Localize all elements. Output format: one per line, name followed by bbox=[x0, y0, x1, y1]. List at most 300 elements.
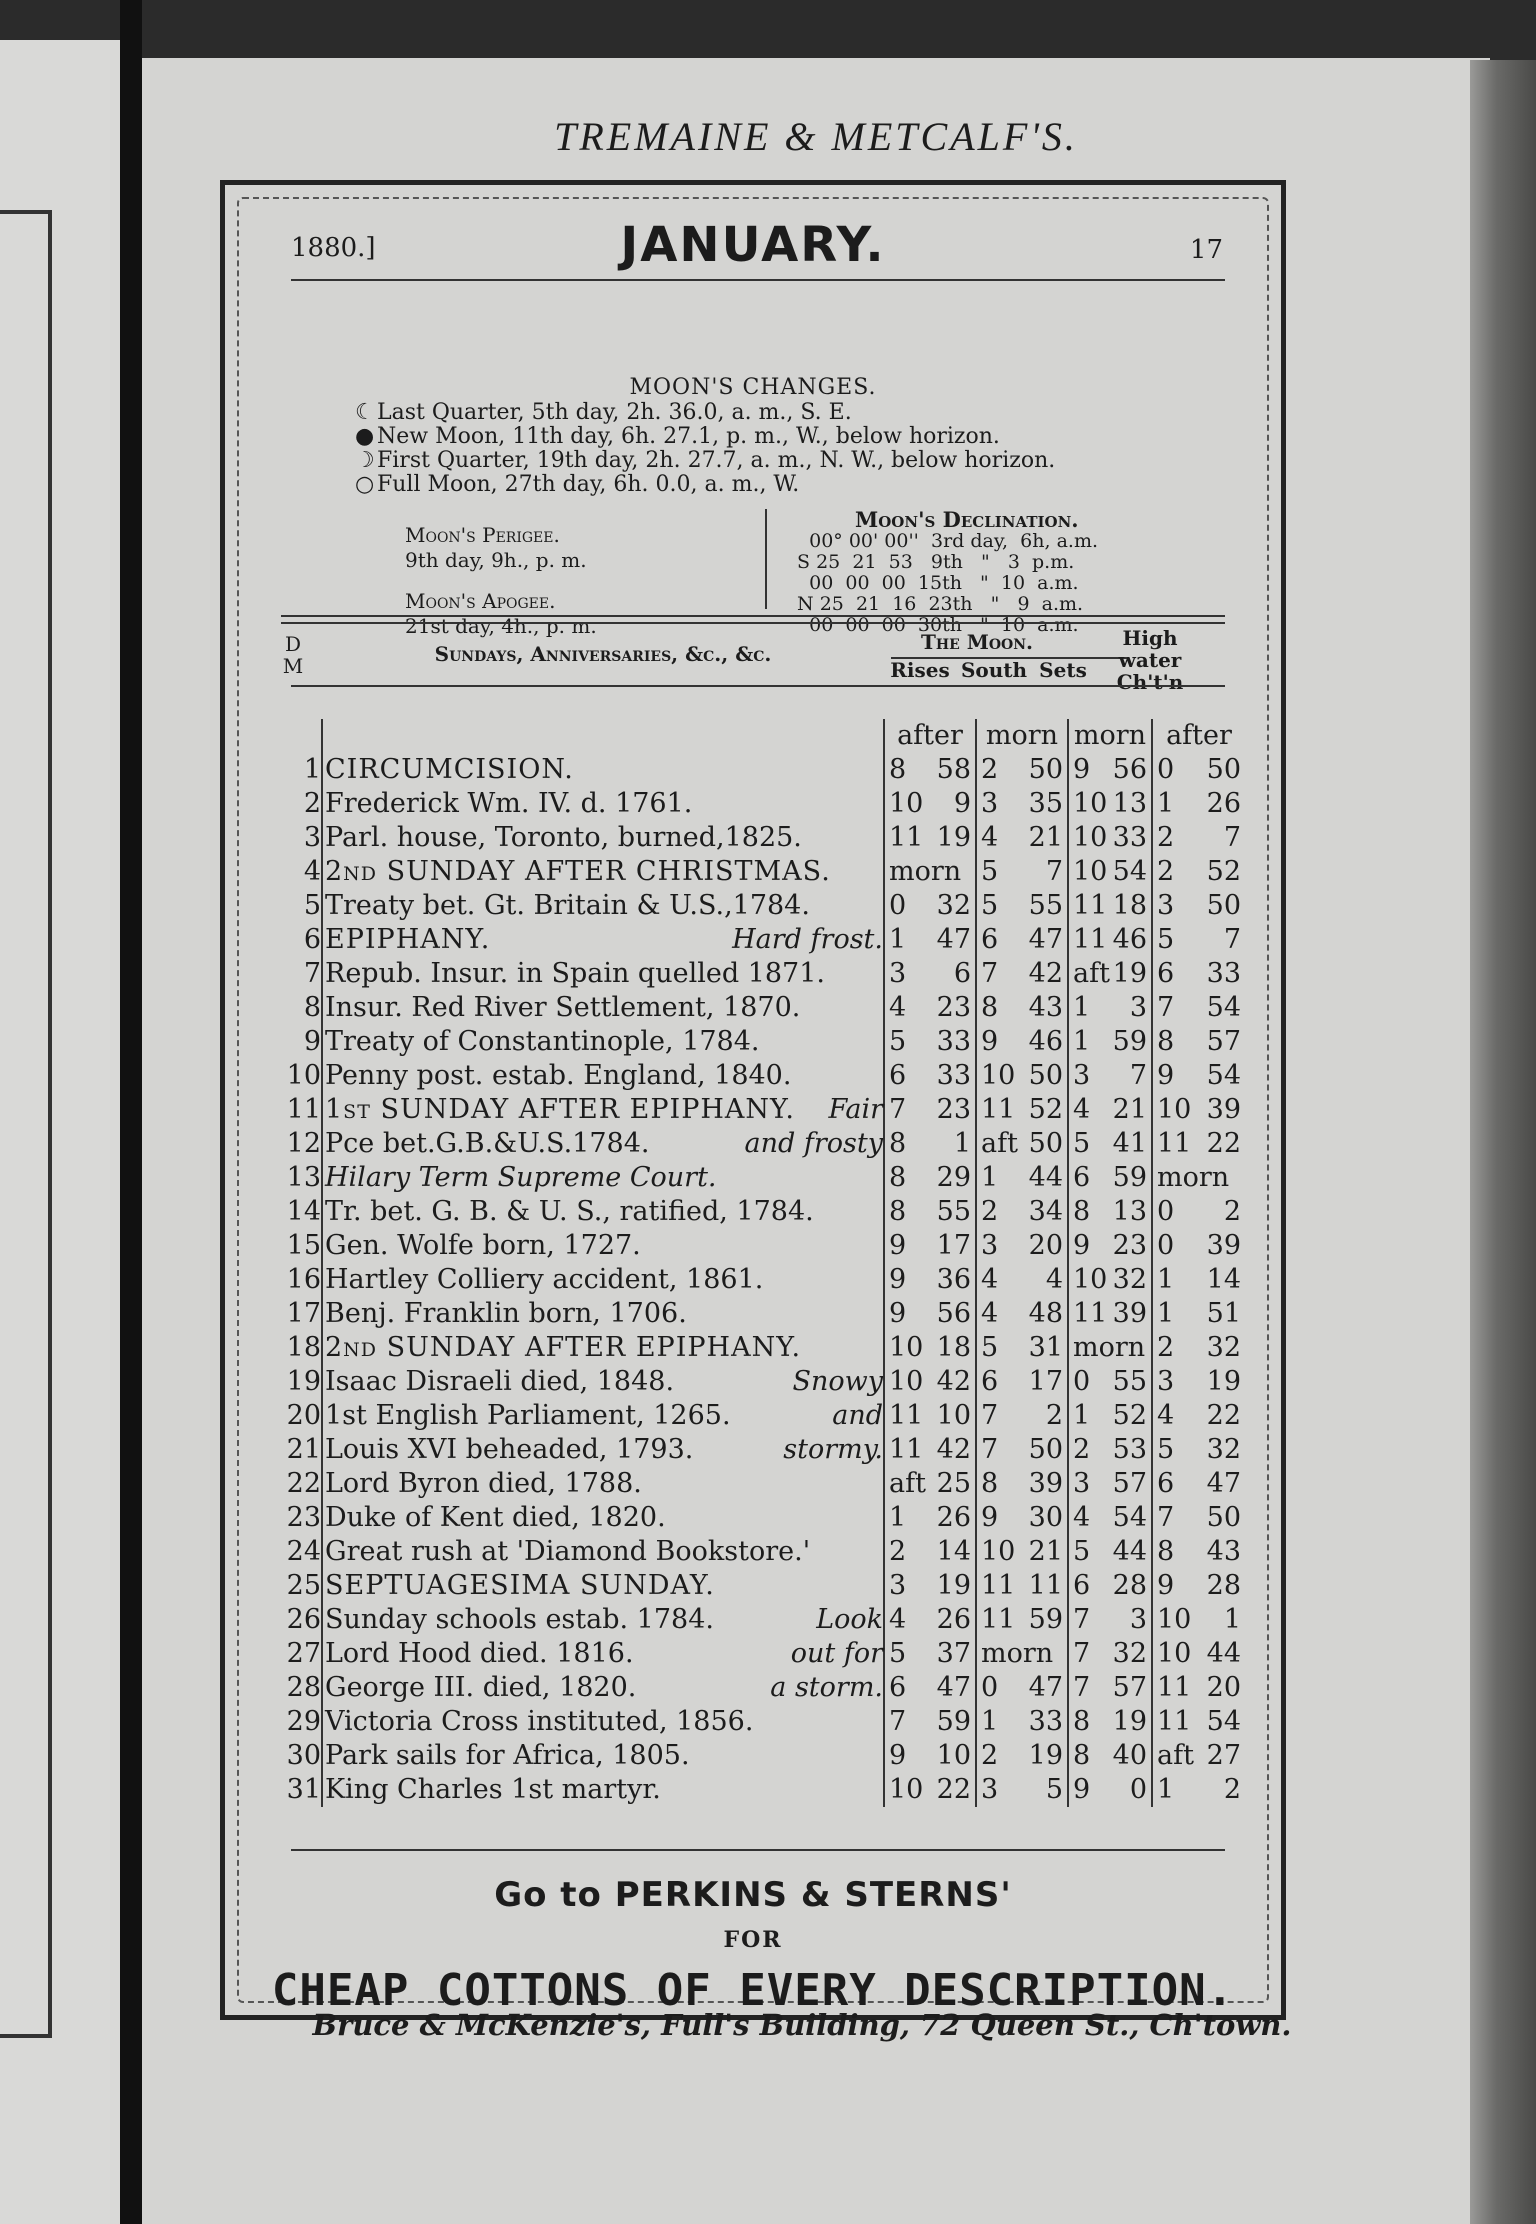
moon-rises-minute: 14 bbox=[936, 1536, 971, 1567]
moon-south-minute: 50 bbox=[1028, 1060, 1063, 1091]
moon-sets-hour: 7 bbox=[1073, 1604, 1091, 1635]
moon-sets bbox=[1068, 1161, 1152, 1195]
table-row bbox=[265, 1603, 1245, 1637]
event-cell bbox=[322, 1705, 884, 1739]
moon-rises bbox=[884, 753, 976, 787]
high-water bbox=[1152, 1297, 1245, 1331]
moon-sets-minute: 59 bbox=[1112, 1162, 1147, 1193]
moon-rises bbox=[884, 1059, 976, 1093]
running-head: TREMAINE & METCALF'S. bbox=[554, 114, 1078, 159]
col-south: South bbox=[960, 658, 1028, 682]
day-number: 14 bbox=[286, 1196, 321, 1227]
moon-sets-minute: 7 bbox=[1129, 1060, 1147, 1091]
moon-sets bbox=[1068, 1535, 1152, 1569]
day-number: 30 bbox=[286, 1740, 321, 1771]
moon-rises bbox=[884, 957, 976, 991]
moon-rises bbox=[884, 1671, 976, 1705]
event-cell bbox=[322, 1433, 884, 1467]
day-number: 15 bbox=[286, 1230, 321, 1261]
moon-south bbox=[976, 1263, 1068, 1297]
moon-south bbox=[976, 889, 1068, 923]
table-row bbox=[265, 1229, 1245, 1263]
moon-rises-minute: 6 bbox=[953, 958, 971, 989]
moon-rises-minute: 42 bbox=[936, 1366, 971, 1397]
event-text: EPIPHANY. bbox=[325, 924, 491, 955]
event-text: George III. died, 1820. bbox=[325, 1672, 637, 1703]
event-cell bbox=[322, 855, 884, 889]
moon-rises-hour: 8 bbox=[889, 1162, 907, 1193]
high-water-minute: 19 bbox=[1206, 1366, 1241, 1397]
moon-rises-hour: 10 bbox=[889, 1332, 924, 1363]
sub-high-water: after bbox=[1152, 719, 1245, 753]
moon-south bbox=[976, 1569, 1068, 1603]
event-cell bbox=[322, 1093, 884, 1127]
moon-sets-minute: 44 bbox=[1112, 1536, 1147, 1567]
high-water-hour: 6 bbox=[1157, 1468, 1175, 1499]
moon-rises-minute: 18 bbox=[936, 1332, 971, 1363]
moon-south-minute: 11 bbox=[1028, 1570, 1063, 1601]
high-water bbox=[1152, 1263, 1245, 1297]
moon-south-minute: 48 bbox=[1028, 1298, 1063, 1329]
event-text: Hilary Term Supreme Court. bbox=[325, 1162, 717, 1193]
moon-sets bbox=[1068, 1603, 1152, 1637]
moon-south-hour: morn bbox=[981, 1638, 1054, 1669]
day-number: 25 bbox=[286, 1570, 321, 1601]
moon-sets-minute: 32 bbox=[1112, 1638, 1147, 1669]
moon-rises-hour: 8 bbox=[889, 754, 907, 785]
event-cell bbox=[322, 753, 884, 787]
high-water-hour: 1 bbox=[1157, 1264, 1175, 1295]
moon-south-hour: 3 bbox=[981, 788, 999, 819]
advert-line-2: FOR bbox=[723, 1927, 783, 1953]
moon-south-minute: 50 bbox=[1028, 754, 1063, 785]
moon-sets-minute: 3 bbox=[1129, 1604, 1147, 1635]
moon-rises bbox=[884, 1433, 976, 1467]
high-water bbox=[1152, 1671, 1245, 1705]
moon-rises-hour: morn bbox=[889, 856, 962, 887]
moon-south-minute: 47 bbox=[1028, 1672, 1063, 1703]
moon-south bbox=[976, 787, 1068, 821]
moon-sets bbox=[1068, 1059, 1152, 1093]
moon-rises-minute: 26 bbox=[936, 1604, 971, 1635]
printer-imprint: Bruce & McKenzie's, Full's Building, 72 Queen St., Ch'town. bbox=[312, 2008, 1292, 2042]
moon-south-minute: 42 bbox=[1028, 958, 1063, 989]
moon-rises-hour: 11 bbox=[889, 822, 924, 853]
table-row bbox=[265, 1671, 1245, 1705]
moon-south-minute: 47 bbox=[1028, 924, 1063, 955]
moon-sets-minute: 40 bbox=[1112, 1740, 1147, 1771]
event-text: King Charles 1st martyr. bbox=[325, 1774, 661, 1805]
event-text: Park sails for Africa, 1805. bbox=[325, 1740, 690, 1771]
sub-rises: after bbox=[884, 719, 976, 753]
high-water-hour: 8 bbox=[1157, 1536, 1175, 1567]
apogee-title: Moon's Apogee. bbox=[405, 589, 556, 613]
day-number: 3 bbox=[303, 822, 321, 853]
moon-sets bbox=[1068, 889, 1152, 923]
event-text: 1st SUNDAY AFTER EPIPHANY. bbox=[325, 1094, 795, 1125]
moon-south bbox=[976, 957, 1068, 991]
moon-sets-minute: 54 bbox=[1112, 1502, 1147, 1533]
event-cell bbox=[322, 821, 884, 855]
high-water-hour: 0 bbox=[1157, 754, 1175, 785]
moon-sets bbox=[1068, 1501, 1152, 1535]
high-water-minute: 20 bbox=[1206, 1672, 1241, 1703]
high-water bbox=[1152, 1025, 1245, 1059]
high-water bbox=[1152, 1161, 1245, 1195]
moon-south bbox=[976, 1433, 1068, 1467]
high-water-hour: 6 bbox=[1157, 958, 1175, 989]
moon-phase-item bbox=[355, 425, 1055, 449]
moon-rises-minute: 33 bbox=[936, 1026, 971, 1057]
table-row bbox=[265, 991, 1245, 1025]
weather-note: and bbox=[832, 1400, 883, 1431]
high-water-hour: 11 bbox=[1157, 1672, 1192, 1703]
event-cell bbox=[322, 923, 884, 957]
moon-sets-minute: 59 bbox=[1112, 1026, 1147, 1057]
col-rises: Rises bbox=[890, 658, 950, 682]
moon-south-hour: 7 bbox=[981, 1400, 999, 1431]
event-text: Tr. bet. G. B. & U. S., ratified, 1784. bbox=[325, 1196, 814, 1227]
moon-sets-hour: 8 bbox=[1073, 1740, 1091, 1771]
high-water-hour: 1 bbox=[1157, 788, 1175, 819]
high-water-hour: 10 bbox=[1157, 1638, 1192, 1669]
high-water bbox=[1152, 1739, 1245, 1773]
moon-sets-minute: 19 bbox=[1112, 958, 1147, 989]
moon-rises bbox=[884, 1263, 976, 1297]
moon-sets-minute: 18 bbox=[1112, 890, 1147, 921]
moon-sets-hour: 9 bbox=[1073, 754, 1091, 785]
moon-rises-minute: 37 bbox=[936, 1638, 971, 1669]
high-water-hour: 3 bbox=[1157, 1366, 1175, 1397]
moon-rises-minute: 19 bbox=[936, 1570, 971, 1601]
moon-sets-hour: 10 bbox=[1073, 788, 1108, 819]
high-water-minute: 52 bbox=[1206, 856, 1241, 887]
high-water-minute: 27 bbox=[1206, 1740, 1241, 1771]
moon-rises-minute: 26 bbox=[936, 1502, 971, 1533]
moon-south bbox=[976, 1501, 1068, 1535]
moon-phases-list bbox=[355, 401, 1055, 497]
header-year: 1880.] bbox=[291, 233, 376, 263]
high-water-hour: 2 bbox=[1157, 822, 1175, 853]
moon-south bbox=[976, 753, 1068, 787]
moon-rises bbox=[884, 1773, 976, 1807]
moon-sets-hour: 10 bbox=[1073, 1264, 1108, 1295]
moon-south-hour: 8 bbox=[981, 1468, 999, 1499]
moon-sets-hour: 3 bbox=[1073, 1468, 1091, 1499]
high-water-minute: 26 bbox=[1206, 788, 1241, 819]
moon-sets bbox=[1068, 821, 1152, 855]
high-water-hour: 5 bbox=[1157, 924, 1175, 955]
day-number: 6 bbox=[303, 924, 321, 955]
moon-rises-minute: 36 bbox=[936, 1264, 971, 1295]
day-number: 31 bbox=[286, 1774, 321, 1805]
sub-sets: morn bbox=[1068, 719, 1152, 753]
moon-sets-minute: 57 bbox=[1112, 1468, 1147, 1499]
moon-south bbox=[976, 1161, 1068, 1195]
high-water bbox=[1152, 821, 1245, 855]
high-water-minute: 1 bbox=[1223, 1604, 1241, 1635]
page-block-edge bbox=[1470, 60, 1536, 2224]
moon-sets-hour: 11 bbox=[1073, 1298, 1108, 1329]
high-water-hour: 0 bbox=[1157, 1230, 1175, 1261]
moon-rises bbox=[884, 1127, 976, 1161]
table-row bbox=[265, 1399, 1245, 1433]
day-number: 18 bbox=[286, 1332, 321, 1363]
high-water-minute: 43 bbox=[1206, 1536, 1241, 1567]
moon-phase-text: Full Moon, 27th day, 6h. 0.0, a. m., W. bbox=[377, 472, 800, 497]
high-water-minute: 57 bbox=[1206, 1026, 1241, 1057]
moon-south-minute: 2 bbox=[1045, 1400, 1063, 1431]
moon-south-hour: 6 bbox=[981, 924, 999, 955]
day-number: 5 bbox=[303, 890, 321, 921]
moon-south-minute: 30 bbox=[1028, 1502, 1063, 1533]
table-bottom-rule bbox=[291, 1849, 1225, 1851]
moon-rises bbox=[884, 855, 976, 889]
moon-rises-minute: 23 bbox=[936, 992, 971, 1023]
event-text: Gen. Wolfe born, 1727. bbox=[325, 1230, 641, 1261]
moon-sets bbox=[1068, 923, 1152, 957]
day-number: 2 bbox=[303, 788, 321, 819]
event-text: Insur. Red River Settlement, 1870. bbox=[325, 992, 801, 1023]
day-number: 21 bbox=[286, 1434, 321, 1465]
moon-south-minute: 19 bbox=[1028, 1740, 1063, 1771]
moon-south-hour: 11 bbox=[981, 1094, 1016, 1125]
moon-sets-hour: 5 bbox=[1073, 1128, 1091, 1159]
high-water-hour: 2 bbox=[1157, 1332, 1175, 1363]
moon-rises bbox=[884, 1093, 976, 1127]
moon-south bbox=[976, 1365, 1068, 1399]
moon-phase-item bbox=[355, 449, 1055, 473]
moon-phase-text: New Moon, 11th day, 6h. 27.1, p. m., W., below horizon. bbox=[377, 424, 1000, 449]
table-row bbox=[265, 1263, 1245, 1297]
high-water-hour: 9 bbox=[1157, 1060, 1175, 1091]
moon-south-hour: 2 bbox=[981, 1740, 999, 1771]
moon-rises bbox=[884, 1535, 976, 1569]
moon-rises bbox=[884, 1331, 976, 1365]
moon-sets-hour: 8 bbox=[1073, 1196, 1091, 1227]
moon-sets-minute: 3 bbox=[1129, 992, 1147, 1023]
moon-rises-minute: 10 bbox=[936, 1740, 971, 1771]
event-text: Isaac Disraeli died, 1848. bbox=[325, 1366, 675, 1397]
high-water-hour: 7 bbox=[1157, 992, 1175, 1023]
moon-rises-minute: 10 bbox=[936, 1400, 971, 1431]
page-number: 17 bbox=[1189, 235, 1223, 265]
high-water bbox=[1152, 1195, 1245, 1229]
high-water-hour: morn bbox=[1157, 1162, 1230, 1193]
moon-sets bbox=[1068, 1093, 1152, 1127]
event-cell bbox=[322, 1671, 884, 1705]
day-number: 17 bbox=[286, 1298, 321, 1329]
high-water bbox=[1152, 1535, 1245, 1569]
calendar-frame bbox=[220, 180, 1286, 2020]
moon-phase-icon: ☾ bbox=[355, 400, 375, 425]
moon-rises-hour: 8 bbox=[889, 1196, 907, 1227]
day-number: 27 bbox=[286, 1638, 321, 1669]
event-cell bbox=[322, 1025, 884, 1059]
moon-south-minute: 20 bbox=[1028, 1230, 1063, 1261]
moon-sets bbox=[1068, 1331, 1152, 1365]
high-water-hour: aft bbox=[1157, 1740, 1194, 1771]
high-water bbox=[1152, 1093, 1245, 1127]
event-text: Duke of Kent died, 1820. bbox=[325, 1502, 666, 1533]
moon-rises bbox=[884, 1365, 976, 1399]
moon-south-hour: 11 bbox=[981, 1570, 1016, 1601]
declination-line: N 25 21 16 23th " 9 a.m. bbox=[791, 593, 1084, 615]
moon-phase-icon: ☽ bbox=[355, 448, 375, 473]
moon-rises-hour: 3 bbox=[889, 958, 907, 989]
moon-rises-hour: 1 bbox=[889, 1502, 907, 1533]
high-water-hour: 0 bbox=[1157, 1196, 1175, 1227]
event-text: Great rush at 'Diamond Bookstore.' bbox=[325, 1536, 811, 1567]
moon-rises bbox=[884, 1025, 976, 1059]
col-sets: Sets bbox=[1039, 658, 1087, 682]
header-bottom-rule bbox=[291, 685, 1225, 687]
moon-sets bbox=[1068, 1467, 1152, 1501]
table-row bbox=[265, 1025, 1245, 1059]
moon-rises-minute: 42 bbox=[936, 1434, 971, 1465]
high-water-minute: 47 bbox=[1206, 1468, 1241, 1499]
declination-line: 00 00 00 30th " 10 a.m. bbox=[791, 614, 1079, 636]
high-water bbox=[1152, 1399, 1245, 1433]
moon-rises bbox=[884, 991, 976, 1025]
high-water-hour: 8 bbox=[1157, 1026, 1175, 1057]
event-text: Penny post. estab. England, 1840. bbox=[325, 1060, 792, 1091]
high-water-minute: 32 bbox=[1206, 1332, 1241, 1363]
high-water-hour: 2 bbox=[1157, 856, 1175, 887]
moon-sets-hour: 4 bbox=[1073, 1094, 1091, 1125]
moon-sets bbox=[1068, 1705, 1152, 1739]
moon-rises-minute: 47 bbox=[936, 1672, 971, 1703]
moon-rises-minute: 58 bbox=[936, 754, 971, 785]
moon-rises bbox=[884, 1637, 976, 1671]
moon-south bbox=[976, 1093, 1068, 1127]
moon-rises-hour: 4 bbox=[889, 1604, 907, 1635]
high-water bbox=[1152, 923, 1245, 957]
moon-sets bbox=[1068, 1365, 1152, 1399]
high-water-minute: 7 bbox=[1223, 924, 1241, 955]
event-text: Victoria Cross instituted, 1856. bbox=[325, 1706, 754, 1737]
event-cell bbox=[322, 1059, 884, 1093]
day-number: 1 bbox=[303, 754, 321, 785]
moon-rises-hour: 9 bbox=[889, 1264, 907, 1295]
table-row bbox=[265, 1297, 1245, 1331]
event-cell bbox=[322, 1637, 884, 1671]
table-row bbox=[265, 1739, 1245, 1773]
moon-south-hour: 3 bbox=[981, 1774, 999, 1805]
moon-phase-icon: ● bbox=[355, 424, 375, 449]
moon-south-hour: 4 bbox=[981, 822, 999, 853]
weather-note: and frosty bbox=[744, 1128, 883, 1159]
high-water-hour: 9 bbox=[1157, 1570, 1175, 1601]
moon-sets-hour: 9 bbox=[1073, 1774, 1091, 1805]
moon-sets-hour: 11 bbox=[1073, 924, 1108, 955]
day-number: 4 bbox=[303, 856, 321, 887]
day-number: 8 bbox=[303, 992, 321, 1023]
moon-sets-hour: 11 bbox=[1073, 890, 1108, 921]
table-row bbox=[265, 1059, 1245, 1093]
moon-south bbox=[976, 1535, 1068, 1569]
moon-rises-hour: 5 bbox=[889, 1638, 907, 1669]
moon-south-hour: 1 bbox=[981, 1706, 999, 1737]
moon-sets-hour: 1 bbox=[1073, 992, 1091, 1023]
moon-sets bbox=[1068, 1263, 1152, 1297]
high-water-hour: 5 bbox=[1157, 1434, 1175, 1465]
high-water bbox=[1152, 1705, 1245, 1739]
moon-rises-minute: 32 bbox=[936, 890, 971, 921]
high-water bbox=[1152, 991, 1245, 1025]
high-water-minute: 14 bbox=[1206, 1264, 1241, 1295]
moon-south-hour: 2 bbox=[981, 1196, 999, 1227]
day-number: 16 bbox=[286, 1264, 321, 1295]
event-text: Pce bet.G.B.&U.S.1784. bbox=[325, 1128, 650, 1159]
weather-note: stormy. bbox=[783, 1434, 883, 1465]
high-water bbox=[1152, 1059, 1245, 1093]
moon-sets-hour: 0 bbox=[1073, 1366, 1091, 1397]
table-row bbox=[265, 1093, 1245, 1127]
moon-phase-item bbox=[355, 401, 1055, 425]
event-text: Benj. Franklin born, 1706. bbox=[325, 1298, 687, 1329]
moon-rises bbox=[884, 1739, 976, 1773]
moon-sets-hour: 1 bbox=[1073, 1400, 1091, 1431]
high-water-hour: 11 bbox=[1157, 1128, 1192, 1159]
almanac-page bbox=[142, 58, 1490, 2224]
moon-sets bbox=[1068, 1569, 1152, 1603]
moon-rises-hour: 11 bbox=[889, 1400, 924, 1431]
event-text: SEPTUAGESIMA SUNDAY. bbox=[325, 1570, 715, 1601]
moon-south-minute: 35 bbox=[1028, 788, 1063, 819]
high-water-minute: 50 bbox=[1206, 754, 1241, 785]
moon-south-hour: 4 bbox=[981, 1264, 999, 1295]
event-cell bbox=[322, 1195, 884, 1229]
event-text: Louis XVI beheaded, 1793. bbox=[325, 1434, 694, 1465]
moon-sets-hour: 4 bbox=[1073, 1502, 1091, 1533]
moon-south-hour: 5 bbox=[981, 856, 999, 887]
weather-note: a storm. bbox=[770, 1672, 883, 1703]
moon-rises-minute: 1 bbox=[953, 1128, 971, 1159]
high-water-minute: 33 bbox=[1206, 958, 1241, 989]
table-row bbox=[265, 1161, 1245, 1195]
event-text: Frederick Wm. IV. d. 1761. bbox=[325, 788, 693, 819]
moon-south bbox=[976, 1671, 1068, 1705]
moon-rises-minute: 56 bbox=[936, 1298, 971, 1329]
high-water-minute: 28 bbox=[1206, 1570, 1241, 1601]
moon-sets-minute: 52 bbox=[1112, 1400, 1147, 1431]
moon-south-minute: 4 bbox=[1045, 1264, 1063, 1295]
moon-rises-hour: 2 bbox=[889, 1536, 907, 1567]
moon-sets-minute: 23 bbox=[1112, 1230, 1147, 1261]
moon-sets-hour: 8 bbox=[1073, 1706, 1091, 1737]
moon-sets bbox=[1068, 855, 1152, 889]
event-cell bbox=[322, 1399, 884, 1433]
moon-south-hour: 6 bbox=[981, 1366, 999, 1397]
moon-rises-minute: 59 bbox=[936, 1706, 971, 1737]
moon-phase-text: First Quarter, 19th day, 2h. 27.7, a. m., N. W., below horizon. bbox=[377, 448, 1056, 473]
event-text: Parl. house, Toronto, burned,1825. bbox=[325, 822, 802, 853]
high-water bbox=[1152, 787, 1245, 821]
moon-sets-minute: 21 bbox=[1112, 1094, 1147, 1125]
moon-sets-minute: 57 bbox=[1112, 1672, 1147, 1703]
high-water-minute: 2 bbox=[1223, 1774, 1241, 1805]
day-number: 10 bbox=[286, 1060, 321, 1091]
high-water-minute: 54 bbox=[1206, 1706, 1241, 1737]
moon-rises-hour: 5 bbox=[889, 1026, 907, 1057]
high-water-hour: 1 bbox=[1157, 1298, 1175, 1329]
event-cell bbox=[322, 1603, 884, 1637]
moon-rises-hour: 0 bbox=[889, 890, 907, 921]
moon-sets-minute: 54 bbox=[1112, 856, 1147, 887]
day-number: 29 bbox=[286, 1706, 321, 1737]
moon-south-minute: 59 bbox=[1028, 1604, 1063, 1635]
